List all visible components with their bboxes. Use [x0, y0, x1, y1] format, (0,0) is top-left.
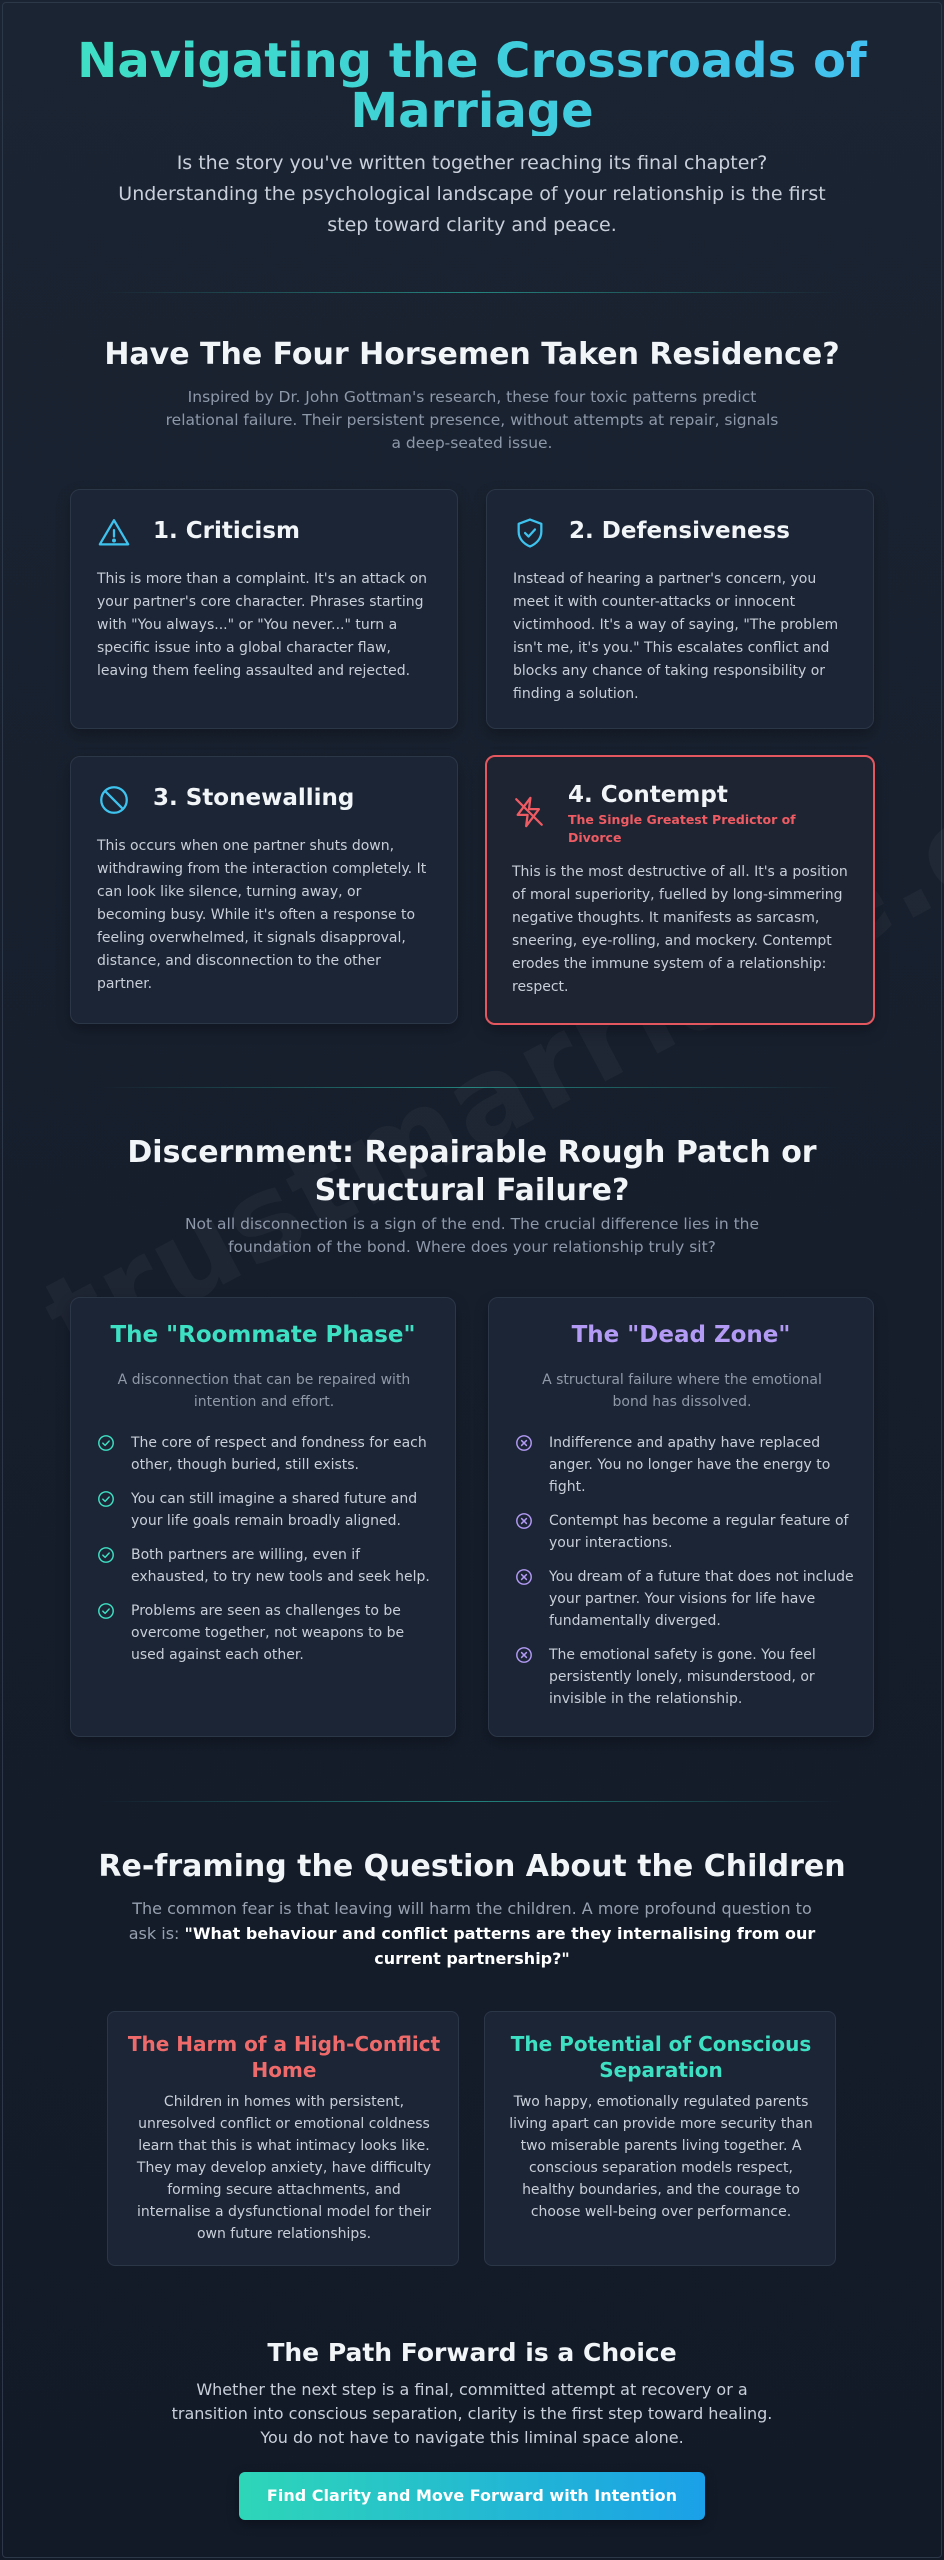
potential-title: The Potential of Conscious Separation — [510, 2032, 812, 2082]
list-item-text: Both partners are willing, even if exhausted, to try new tools and seek help. — [131, 1547, 430, 1585]
children-title: Re-framing the Question About the Children — [98, 1849, 846, 1884]
discernment-title: Discernment: Repairable Rough Patch or Structural Failure? — [127, 1135, 817, 1208]
discernment-subtitle: Not all disconnection is a sign of the end. The crucial difference lies in the foundation of the bond. Where does your relationship truly sit? — [184, 1215, 760, 1256]
harm-title: The Harm of a High-Conflict Home — [127, 2032, 441, 2082]
list-item-text: Indifference and apathy have replaced anger. You no longer have the energy to fight. — [549, 1435, 831, 1495]
shield-check-icon — [513, 516, 547, 550]
horseman-card-contempt — [485, 755, 875, 1025]
list-item-text: The core of respect and fondness for each other, though buried, still exists. — [131, 1435, 427, 1473]
list-item — [97, 1600, 437, 1666]
check-circle-icon — [97, 1490, 115, 1508]
zap-off-icon — [512, 795, 546, 829]
list-item — [97, 1544, 437, 1588]
horseman-title: 4. Contempt — [568, 782, 728, 808]
horseman-body: This is more than a complaint. It's an attack on your partner's core character. Phrases starting with "You always..." or "You never..." turn a specific issue into a global character flaw, leaving them feeling assaulted and rejected. — [97, 571, 428, 679]
check-circle-icon — [97, 1434, 115, 1452]
dead-zone-list — [515, 1432, 855, 1722]
list-item-text: You dream of a future that does not include your partner. Your visions for life have fundamentally diverged. — [549, 1569, 854, 1629]
find-clarity-button[interactable]: Find Clarity and Move Forward with Intention — [239, 2472, 705, 2520]
section-divider — [100, 1087, 844, 1088]
check-circle-icon — [97, 1546, 115, 1564]
contempt-predictor-tag: The Single Greatest Predictor of Divorce — [568, 812, 796, 845]
x-circle-icon — [515, 1434, 533, 1452]
roommate-title: The "Roommate Phase" — [110, 1322, 416, 1348]
list-item-text: Contempt has become a regular feature of your interactions. — [549, 1513, 849, 1551]
potential-body: Two happy, emotionally regulated parents living apart can provide more security than two miserable parents living together. A conscious separation models respect, healthy boundaries, and the courage to choose well-being over performance. — [509, 2094, 813, 2220]
x-circle-icon — [515, 1568, 533, 1586]
list-item-text: The emotional safety is gone. You feel persistently lonely, misunderstood, or invisible in the relationship. — [549, 1647, 816, 1707]
horseman-body: This occurs when one partner shuts down, withdrawing from the interaction completely. It can look like silence, turning away, or becoming busy. While it's often a response to feeling overwhelmed, it signals disapproval, distance, and disconnection to the other partner. — [97, 838, 427, 992]
path-title: The Path Forward is a Choice — [267, 2338, 677, 2367]
horseman-card-criticism — [70, 489, 458, 729]
horseman-title: 1. Criticism — [153, 518, 300, 544]
dead-zone-subtitle: A structural failure where the emotional bond has dissolved. — [542, 1372, 822, 1410]
horseman-title: 2. Defensiveness — [569, 518, 790, 544]
roommate-phase-card — [70, 1297, 456, 1737]
list-item — [515, 1644, 855, 1710]
children-subtitle — [118, 1896, 826, 1971]
list-item-text: You can still imagine a shared future and your life goals remain broadly aligned. — [131, 1491, 418, 1529]
section-divider — [100, 292, 844, 293]
list-item — [515, 1566, 855, 1632]
roommate-subtitle: A disconnection that can be repaired with intention and effort. — [117, 1372, 411, 1410]
page-title: Navigating the Crossroads of Marriage — [60, 36, 884, 136]
horsemen-subtitle: Inspired by Dr. John Gottman's research, these four toxic patterns predict relational failure. Their persistent presence, without attempts at repair, signals a deep-seated issue. — [165, 388, 779, 452]
horseman-body: Instead of hearing a partner's concern, you meet it with counter-attacks or innocent victimhood. It's a way of saying, "The problem isn't me, it's you." This escalates conflict and blocks any chance of taking responsibility or finding a solution. — [513, 571, 839, 702]
x-circle-icon — [515, 1646, 533, 1664]
roommate-list — [97, 1432, 437, 1678]
horsemen-title: Have The Four Horsemen Taken Residence? — [104, 337, 840, 372]
dead-zone-card — [488, 1297, 874, 1737]
list-item — [515, 1432, 855, 1498]
harm-card — [107, 2011, 459, 2266]
x-circle-icon — [515, 1512, 533, 1530]
harm-body: Children in homes with persistent, unresolved conflict or emotional coldness learn that this is what intimacy looks like. They may develop anxiety, have difficulty forming secure attachments, and internalise a dysfunctional model for their own future relationships. — [136, 2094, 432, 2242]
children-key-question: "What behaviour and conflict patterns are they internalising from our current partnership?" — [184, 1924, 816, 1968]
children-subtitle-lead: The common fear is that leaving will harm the children. A more profound question to ask is: — [128, 1899, 812, 1943]
ban-circle-icon — [97, 783, 131, 817]
check-circle-icon — [97, 1602, 115, 1620]
section-divider — [100, 1801, 844, 1802]
list-item — [97, 1432, 437, 1476]
warning-triangle-icon — [97, 516, 131, 550]
list-item — [515, 1510, 855, 1554]
list-item-text: Problems are seen as challenges to be overcome together, not weapons to be used against each other. — [131, 1603, 405, 1663]
horseman-title: 3. Stonewalling — [153, 785, 355, 811]
horseman-card-defensiveness — [486, 489, 874, 729]
horseman-body: This is the most destructive of all. It's a position of moral superiority, fuelled by long-simmering negative thoughts. It manifests as sarcasm, sneering, eye-rolling, and mockery. Contempt erodes the immune system of a relationship: respect. — [512, 864, 848, 995]
dead-zone-title: The "Dead Zone" — [571, 1322, 791, 1348]
path-body: Whether the next step is a final, committed attempt at recovery or a transition into conscious separation, clarity is the first step toward healing. You do not have to navigate this liminal space alone. — [171, 2380, 773, 2447]
horseman-card-stonewalling — [70, 756, 458, 1024]
hero-subtitle: Is the story you've written together reaching its final chapter? Understanding the psychological landscape of your relationship is the first step toward clarity and peace. — [118, 152, 826, 236]
list-item — [97, 1488, 437, 1532]
potential-card — [484, 2011, 836, 2266]
